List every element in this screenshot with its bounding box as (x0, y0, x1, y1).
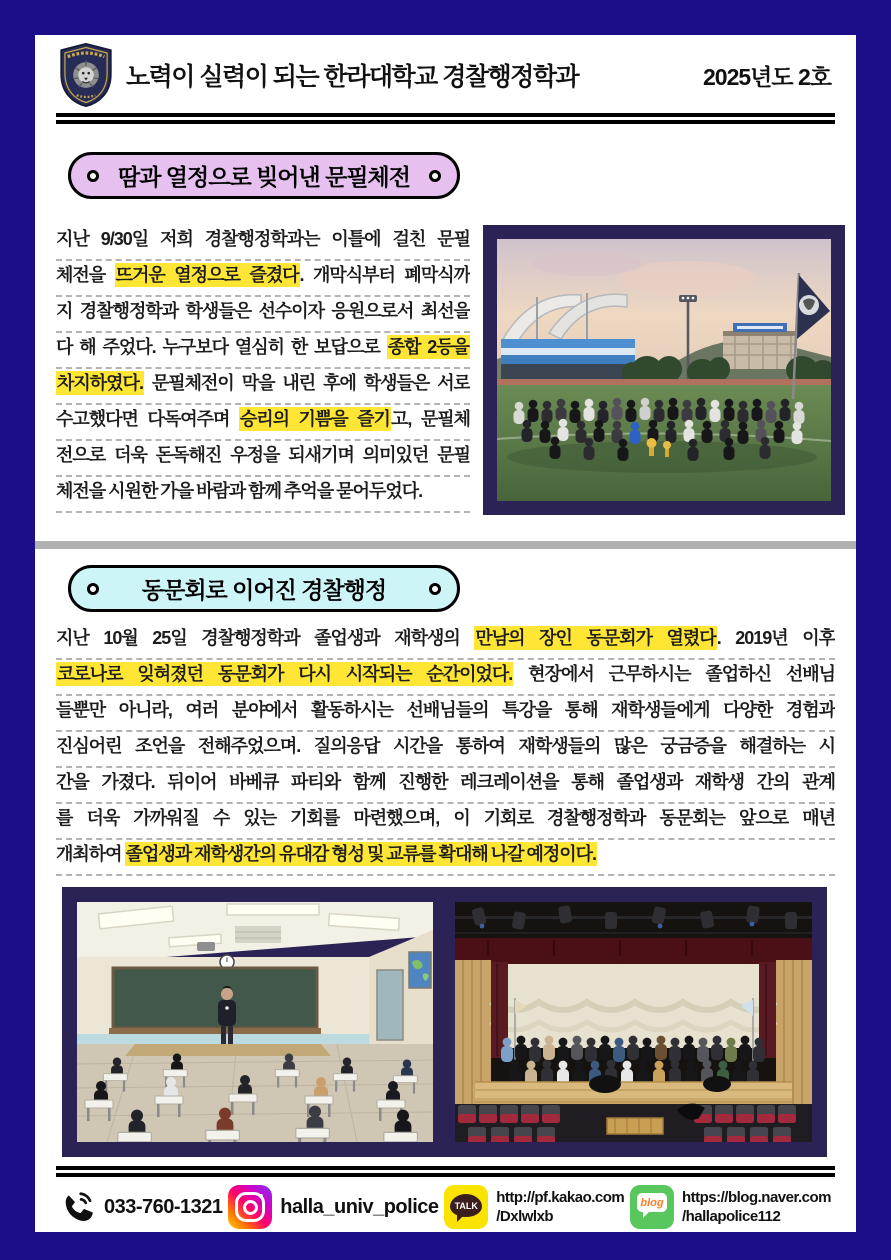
pill-dot-left (87, 583, 99, 595)
kakao-contact[interactable] (444, 1185, 624, 1229)
newsletter-page (35, 35, 856, 1232)
phone-number[interactable]: 033-760-1321 (104, 1195, 223, 1218)
section2-paragraph (56, 624, 835, 876)
text-line: 지난 10월 25일 경찰행정학과 졸업생과 재학생의 만남의 장인 동문회가 열렸다. 2019년 이후 (56, 624, 835, 660)
pill-dot-left (87, 170, 99, 182)
text-line: 지난 9/30일 저희 경찰행정학과는 이틀에 걸친 문필 (56, 225, 470, 261)
blog-url-line2[interactable]: /hallapolice112 (681, 1208, 781, 1225)
kakao-talk-label: TALK (454, 1200, 478, 1211)
kakao-url-line1[interactable]: http://pf.kakao.com (496, 1189, 625, 1206)
section2-title-pill (68, 565, 460, 612)
blog-speech-bubble (637, 1193, 667, 1212)
text-line: 수고했다면 다독여주며 승리의 기쁨을 즐기고, 문필체 (56, 405, 470, 441)
blog-label: blog (640, 1196, 664, 1209)
section1-paragraph (56, 225, 470, 515)
text-line: 코로나로 잊혀졌던 동문회가 다시 시작되는 순간이었다. 현장에서 근무하시는 졸업하신 선배님 (56, 660, 835, 696)
edition-label: 2025년도 2호 (702, 63, 831, 90)
sports-day-group-photo (497, 239, 831, 501)
naver-blog-icon (630, 1185, 674, 1229)
header (56, 41, 835, 109)
sports-day-photo-frame (483, 225, 845, 515)
alumni-stage-group-photo (455, 902, 812, 1142)
phone-contact[interactable] (60, 1189, 223, 1225)
pill-dot-right (429, 170, 441, 182)
text-line: 차지하였다. 문필체전이 막을 내린 후에 학생들은 서로 (56, 369, 470, 405)
camera-lens (243, 1200, 258, 1215)
newsletter-title: 노력이 실력이 되는 한라대학교 경찰행정학과 (126, 63, 579, 91)
text-line: 를 더욱 가까워질 수 있는 기회를 마련했으며, 이 기회로 경찰행정학과 동문회는 앞으로 매년 (56, 804, 835, 840)
section-divider (35, 541, 856, 549)
blog-url[interactable] (682, 1188, 831, 1226)
kakao-url-line2[interactable]: /Dxlwlxb (496, 1208, 554, 1225)
text-line: 개최하여 졸업생과 재학생간의 유대감 형성 및 교류를 확대해 나갈 예정이다. (56, 840, 835, 876)
phone-call-icon (60, 1189, 96, 1225)
section2-title: 동문회로 이어진 경찰행정 (141, 577, 387, 603)
instagram-handle[interactable]: halla_univ_police (280, 1195, 439, 1218)
blog-contact[interactable] (630, 1185, 831, 1229)
alumni-photos-band (62, 887, 827, 1157)
section1-title: 땀과 열정으로 빚어낸 문필체전 (117, 164, 410, 190)
alumni-lecture-classroom-photo (77, 902, 433, 1142)
text-line: 전으로 더욱 돈독해진 우정을 되새기며 의미있던 문필 (56, 441, 470, 477)
text-line: 간을 가졌다. 뒤이어 바베큐 파티와 함께 진행한 레크레이션을 통해 졸업생과 재학생 간의 관계 (56, 768, 835, 804)
department-shield-logo-icon (56, 42, 116, 108)
section1-title-pill (68, 152, 460, 199)
header-divider (56, 113, 835, 124)
kakao-url[interactable] (496, 1188, 624, 1226)
section1-body (56, 225, 835, 515)
text-line: 지 경찰행정학과 학생들은 선수이자 응원으로서 최선을 (56, 297, 470, 333)
text-line: 들뿐만 아니라, 여러 분야에서 활동하시는 선배님들의 특강을 통해 재학생들에게 다양한 경험과 (56, 696, 835, 732)
footer-contacts (56, 1185, 835, 1229)
blog-url-line1[interactable]: https://blog.naver.com (681, 1189, 831, 1206)
text-line: 진심어린 조언을 전해주었으며. 질의응답 시간을 통하여 재학생들의 많은 궁금증을 해결하는 시 (56, 732, 835, 768)
text-line: 체전을 뜨거운 열정으로 즐겼다. 개막식부터 폐막식까 (56, 261, 470, 297)
footer-divider (56, 1166, 835, 1177)
pill-dot-right (429, 583, 441, 595)
instagram-icon (228, 1185, 272, 1229)
kakaotalk-icon (444, 1185, 488, 1229)
kakao-speech-bubble (450, 1194, 482, 1217)
instagram-contact[interactable] (228, 1185, 438, 1229)
text-line: 다 해 주었다. 누구보다 열심히 한 보답으로 종합 2등을 (56, 333, 470, 369)
text-line: 체전을 시원한 가을 바람과 함께 추억을 묻어두었다. (56, 477, 470, 513)
